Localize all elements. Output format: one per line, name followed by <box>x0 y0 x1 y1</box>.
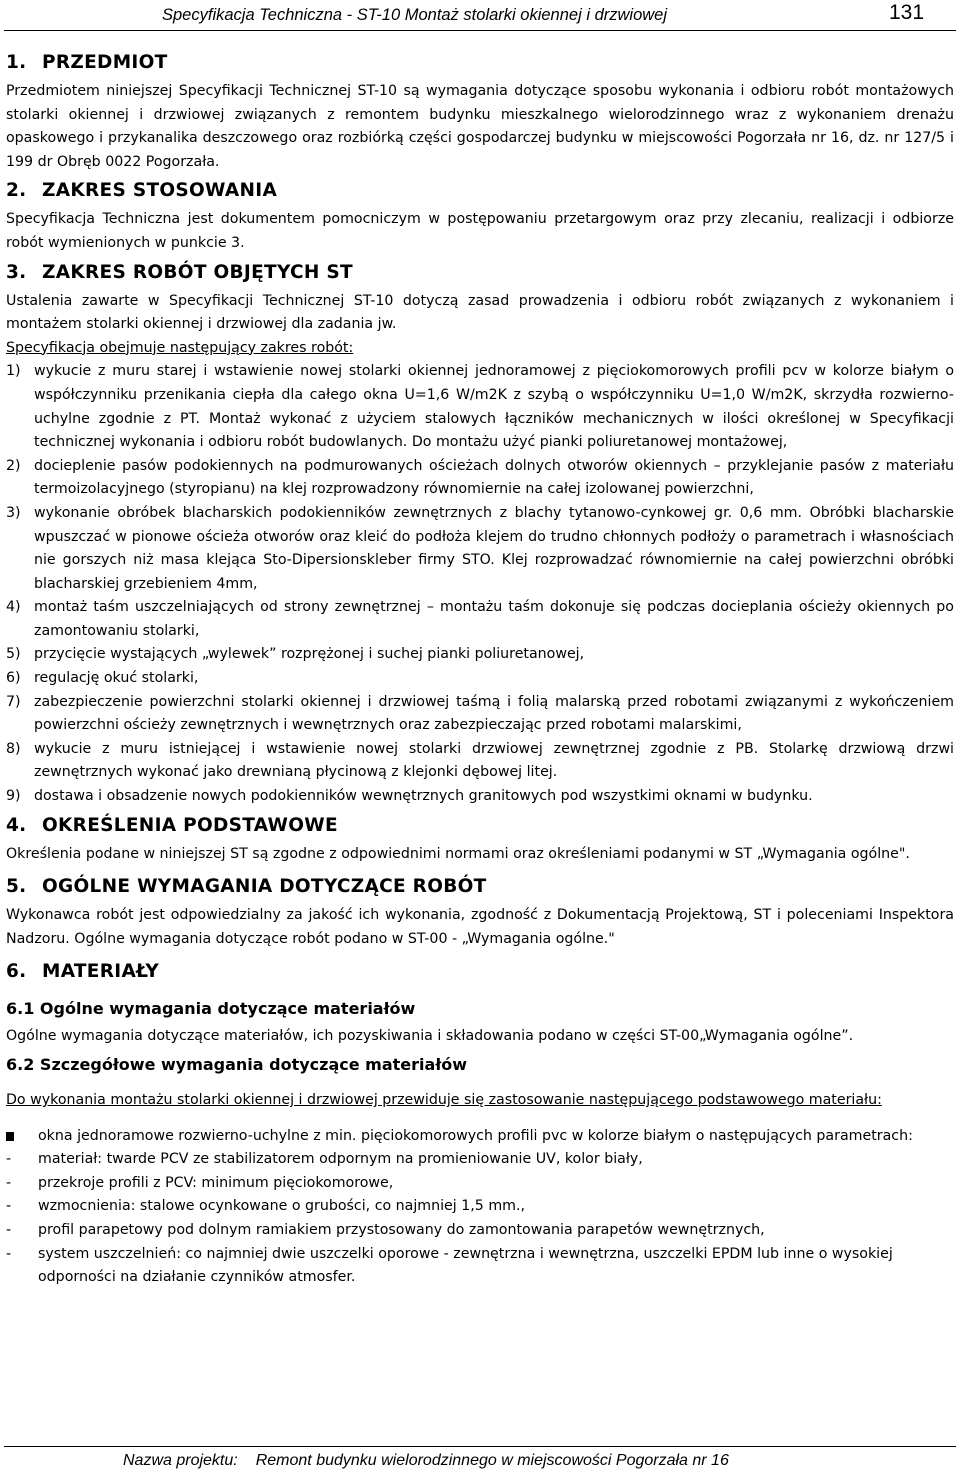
list-marker: 7) <box>6 693 21 710</box>
list-marker: 6) <box>6 670 21 687</box>
list-item <box>6 596 954 643</box>
list-item <box>6 360 954 454</box>
list-item-text: zabezpieczenie powierzchni stolarki okiennej i drzwiowej taśmą i folią malarską przed robotami związanymi z wykończeniem powierzchni ościeży zewnętrznych i wewnętrznych oraz zabezpieczając przed robotami malarskimi, <box>34 693 954 734</box>
list-marker: 1) <box>6 363 21 380</box>
subsection-6-2-heading <box>6 1053 954 1077</box>
section-1-text: Przedmiotem niniejszej Specyfikacji Technicznej ST-10 są wymagania dotyczące sposobu wykonania i odbioru robót montażowych stolarki okiennej i drzwiowej związanych z remontem budynku mieszkalnego wielorodzinnego wraz z wykonaniem drenażu opaskowego i przykanalika deszczowego oraz rozbiórką części gospodarczej budynku w miejscowości Pogorzała nr 16, dz. nr 127/5 i 199 dr Obręb 0022 Pogorzała. <box>6 83 954 170</box>
section-3-text: Ustalenia zawarte w Specyfikacji Technicznej ST-10 dotyczą zasad prowadzenia i odbioru robót związanych z wykonaniem i montażem stolarki okiennej i drzwiowej dla zadania jw. <box>6 292 954 333</box>
list-item-text: przekroje profili z PCV: minimum pięciokomorowe, <box>38 1174 394 1191</box>
list-item-text: wzmocnienia: stalowe ocynkowane o grubości, co najmniej 1,5 mm., <box>38 1198 525 1215</box>
subsection-number: 6.2 <box>6 1055 35 1074</box>
list-item <box>6 643 954 667</box>
page-header <box>0 0 960 36</box>
list-item <box>6 1219 954 1243</box>
list-item <box>6 785 954 809</box>
page-number: 131 <box>889 1 925 24</box>
list-item-text: dostawa i obsadzenie nowych podokienników wewnętrznych granitowych pod wszystkimi oknami w budynku. <box>34 788 813 805</box>
subsection-title: Szczegółowe wymagania dotyczące materiałów <box>39 1055 468 1074</box>
section-number: 1. <box>6 52 27 73</box>
section-1-heading <box>6 50 954 76</box>
list-marker: - <box>6 1245 12 1262</box>
section-6-heading <box>6 959 954 985</box>
list-item-text: wykucie z muru starej i wstawienie nowej stolarki okiennej jednoramowej z pięciokomorowych profili pcv w kolorze białym o współczynniku przenikania ciepła dla całego okna U=1,6 W/m2K z szybą o współczynniku U=1,0 W/m2K, skrzydła rozwierno-uchylne zgodnie z PT. Montaż wykonać z użyciem stalowych łączników mechanicznych w ilości określonej w Specyfikacji technicznej wykonania i odbioru robót budowlanych. Do montażu użyć pianki poliuretanowej montażowej, <box>34 363 954 451</box>
page-footer <box>0 1446 960 1476</box>
subsection-number: 6.1 <box>6 999 35 1019</box>
section-number: 4. <box>6 814 27 836</box>
list-item-text: materiał: twarde PCV ze stabilizatorem odpornym na promieniowanie UV, kolor biały, <box>38 1151 643 1168</box>
list-marker: - <box>6 1221 12 1238</box>
section-title: ZAKRES STOSOWANIA <box>42 180 278 202</box>
list-marker: 2) <box>6 457 21 474</box>
list-item-text: system uszczelnień: co najmniej dwie uszczelki oporowe - zewnętrzna i wewnętrzna, uszczelki EPDM lub inne o wysokiej odporności na działanie czynników atmosfer. <box>38 1245 893 1286</box>
subsection-title: Ogólne wymagania dotyczące materiałów <box>39 999 416 1019</box>
list-item <box>6 1195 954 1219</box>
document-body <box>6 50 954 1290</box>
subsection-6-1-heading <box>6 997 954 1021</box>
list-item-text: regulację okuć stolarki, <box>34 670 199 687</box>
list-item <box>6 1172 954 1196</box>
section-5-heading <box>6 874 954 900</box>
list-item <box>6 738 954 785</box>
list-item <box>6 1125 954 1149</box>
list-item <box>6 667 954 691</box>
footer-divider <box>4 1446 956 1447</box>
scope-label: Specyfikacja obejmuje następujący zakres robót: <box>6 339 354 356</box>
section-number: 6. <box>6 961 27 983</box>
list-item-text: montaż taśm uszczelniających od strony zewnętrznej – montażu taśm dokonuje się podczas docieplania ościeży okiennych po zamontowaniu stolarki, <box>34 599 954 639</box>
list-item <box>6 691 954 738</box>
list-item <box>6 502 954 596</box>
section-title: OKREŚLENIA PODSTAWOWE <box>42 814 338 836</box>
header-divider <box>4 30 956 31</box>
list-item <box>6 1148 954 1172</box>
list-marker: 4) <box>6 599 21 616</box>
footer-label: Nazwa projektu: <box>123 1452 238 1469</box>
list-item-text: wykonanie obróbek blacharskich podokienników zewnętrznych z blachy tytanowo-cynkowej gr. 0,6 mm. Obróbki blacharskie wpuszczać w pionowe ościeża otworów oraz kleić do podłoża klejem do trudno chłonnych podłoży o parametrach i własnościach nie gorszych niż masa klejąca Sto-Dipersionskleber firmy STO. Klej rozprowadzać równomiernie na całej powierzchni obróbki blacharskiej grzebieniem 4mm, <box>34 504 954 592</box>
list-item <box>6 1243 954 1290</box>
section-2-text: Specyfikacja Techniczna jest dokumentem pomocniczym w postępowaniu przetargowym oraz przy zlecaniu, realizacji i odbiorze robót wymienionych w punkcie 3. <box>6 211 954 251</box>
list-marker: - <box>6 1151 12 1168</box>
materials-intro: Do wykonania montażu stolarki okiennej i drzwiowej przewiduje się zastosowanie następującego podstawowego materiału: <box>6 1092 882 1108</box>
section-number: 2. <box>6 180 27 202</box>
section-5-text: Wykonawca robót jest odpowiedzialny za jakość ich wykonania, zgodność z Dokumentacją Projektową, ST i poleceniami Inspektora Nadzoru. Ogólne wymagania dotyczące robót podano w ST-00 - „Wymagania ogólne." <box>6 907 954 947</box>
list-marker: - <box>6 1198 12 1215</box>
scope-list <box>6 360 954 808</box>
section-4-heading <box>6 813 954 839</box>
list-item-text: okna jednoramowe rozwierno-uchylne z min. pięciokomorowych profili pvc w kolorze białym o następujących parametrach: <box>38 1127 913 1144</box>
section-title: ZAKRES ROBÓT OBJĘTYCH ST <box>42 261 353 283</box>
list-marker: 8) <box>6 740 21 757</box>
list-item-text: przycięcie wystających „wylewek” rozprężonej i suchej pianki poliuretanowej, <box>34 646 585 663</box>
section-2-heading <box>6 178 954 204</box>
header-title: Specyfikacja Techniczna - ST-10 Montaż stolarki okiennej i drzwiowej <box>162 6 668 24</box>
section-number: 5. <box>6 876 27 898</box>
footer-project-name: Remont budynku wielorodzinnego w miejscowości Pogorzała nr 16 <box>255 1452 729 1469</box>
section-4-text: Określenia podane w niniejszej ST są zgodne z odpowiednimi normami oraz określeniami podanymi w ST „Wymagania ogólne". <box>6 845 910 862</box>
list-marker: 3) <box>6 504 21 521</box>
materials-list <box>6 1125 954 1290</box>
list-marker: 5) <box>6 646 21 663</box>
list-item <box>6 455 954 502</box>
list-item-text: docieplenie pasów podokiennych na podmurowanych ościeżach dolnych otworów okiennych – przyklejanie pasów z materiału termoizolacyjnego (styropianu) na klej rozprowadzony równomiernie na całej izolowanej powierzchni, <box>34 457 954 498</box>
square-bullet-icon <box>6 1132 14 1141</box>
list-item-text: wykucie z muru istniejącej i wstawienie nowej stolarki drzwiowej zewnętrznej zgodnie z PB. Stolarkę drzwiową drzwi zewnętrznych wykonać jako drewnianą płycinową z klejonki dębowej litej. <box>34 740 954 781</box>
section-title: MATERIAŁY <box>42 961 160 983</box>
list-marker: - <box>6 1174 12 1191</box>
section-3-heading <box>6 260 954 286</box>
list-marker: 9) <box>6 788 21 805</box>
list-item-text: profil parapetowy pod dolnym ramiakiem przystosowany do zamontowania parapetów wewnętrznych, <box>38 1221 765 1238</box>
subsection-6-1-text: Ogólne wymagania dotyczące materiałów, ich pozyskiwania i składowania podano w części ST-00„Wymagania ogólne”. <box>6 1028 854 1045</box>
section-number: 3. <box>6 261 27 283</box>
section-title: PRZEDMIOT <box>42 52 168 73</box>
section-title: OGÓLNE WYMAGANIA DOTYCZĄCE ROBÓT <box>42 876 487 898</box>
footer-text <box>123 1452 729 1470</box>
